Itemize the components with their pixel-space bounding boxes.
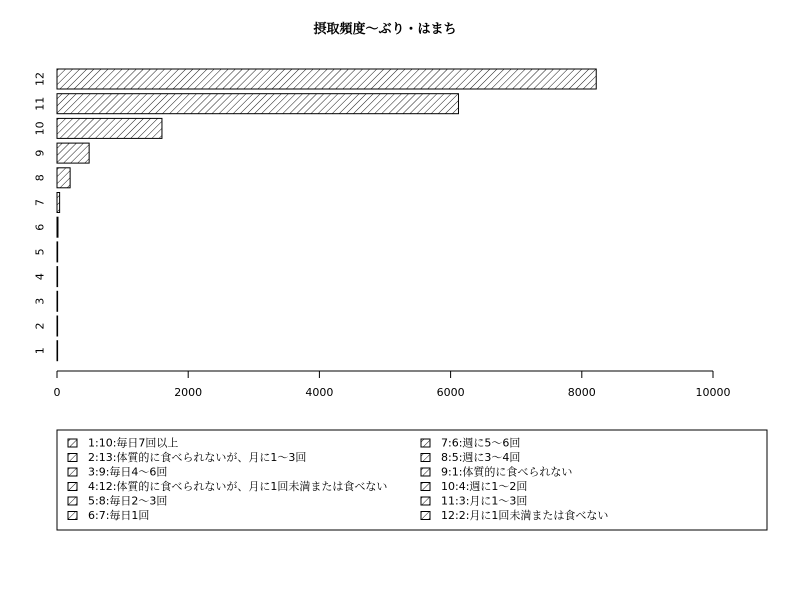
legend-swatch-10 — [421, 483, 430, 491]
bar-4 — [57, 267, 58, 287]
y-axis-labels — [34, 72, 47, 354]
legend-swatch-5 — [68, 497, 77, 505]
bar-12 — [57, 69, 596, 89]
legend-swatch-4 — [68, 483, 77, 491]
legend-label-3: 3:9:毎日4〜6回 — [88, 465, 168, 479]
legend-swatch-8 — [421, 454, 430, 462]
legend-swatch-11 — [421, 497, 430, 505]
y-tick-label-12: 12 — [33, 72, 47, 86]
bar-11 — [57, 94, 458, 114]
x-axis — [54, 371, 731, 399]
bar-6 — [57, 217, 58, 237]
y-tick-label-7: 7 — [33, 199, 47, 206]
bar-10 — [57, 118, 162, 138]
legend-label-6: 6:7:毎日1回 — [88, 509, 150, 522]
legend-label-5: 5:8:毎日2〜3回 — [88, 494, 168, 508]
x-tick-label-10000: 10000 — [695, 386, 731, 399]
y-tick-label-1: 1 — [33, 347, 47, 355]
y-tick-label-9: 9 — [33, 149, 47, 157]
x-tick-label-8000: 8000 — [567, 386, 596, 399]
y-tick-label-8: 8 — [33, 174, 47, 182]
y-tick-label-3: 3 — [33, 297, 47, 305]
legend-label-8: 8:5:週に3〜4回 — [441, 451, 521, 464]
y-tick-label-11: 11 — [33, 96, 47, 111]
legend-label-11: 11:3:月に1〜3回 — [441, 494, 528, 508]
y-tick-label-6: 6 — [33, 223, 47, 231]
legend-swatch-2 — [68, 454, 77, 462]
legend-label-1: 1:10:毎日7回以上 — [88, 436, 179, 450]
legend-label-10: 10:4:週に1〜2回 — [441, 480, 528, 493]
legend-label-12: 12:2:月に1回未満または食べない — [441, 509, 609, 522]
legend-label-4: 4:12:体質的に食べられないが、月に1回未満または食べない — [88, 480, 388, 493]
bar-5 — [57, 242, 58, 262]
bar-8 — [57, 168, 70, 188]
y-tick-label-4: 4 — [33, 273, 47, 281]
bar-9 — [57, 143, 89, 163]
x-tick-label-2000: 2000 — [174, 386, 203, 399]
legend — [57, 430, 767, 530]
y-tick-label-10: 10 — [33, 121, 47, 136]
legend-swatch-7 — [421, 439, 430, 447]
y-tick-label-5: 5 — [33, 248, 47, 256]
bar-3 — [57, 291, 58, 311]
legend-swatch-12 — [421, 512, 430, 520]
chart-title: 摂取頻度〜ぶり・はまち — [313, 22, 457, 37]
legend-swatch-3 — [68, 468, 77, 476]
legend-label-2: 2:13:体質的に食べられないが、月に1〜3回 — [88, 451, 307, 464]
legend-swatch-6 — [68, 512, 77, 520]
legend-swatch-1 — [68, 439, 77, 447]
bars-group — [57, 69, 596, 361]
x-tick-label-0: 0 — [53, 386, 61, 399]
legend-label-9: 9:1:体質的に食べられない — [441, 465, 573, 479]
bar-1 — [57, 341, 58, 361]
legend-label-7: 7:6:週に5〜6回 — [441, 436, 521, 450]
bar-2 — [57, 316, 58, 336]
x-tick-label-6000: 6000 — [436, 386, 465, 399]
y-tick-label-2: 2 — [33, 322, 47, 330]
legend-swatch-9 — [421, 468, 430, 476]
bar-7 — [57, 193, 60, 213]
x-tick-label-4000: 4000 — [305, 386, 334, 399]
